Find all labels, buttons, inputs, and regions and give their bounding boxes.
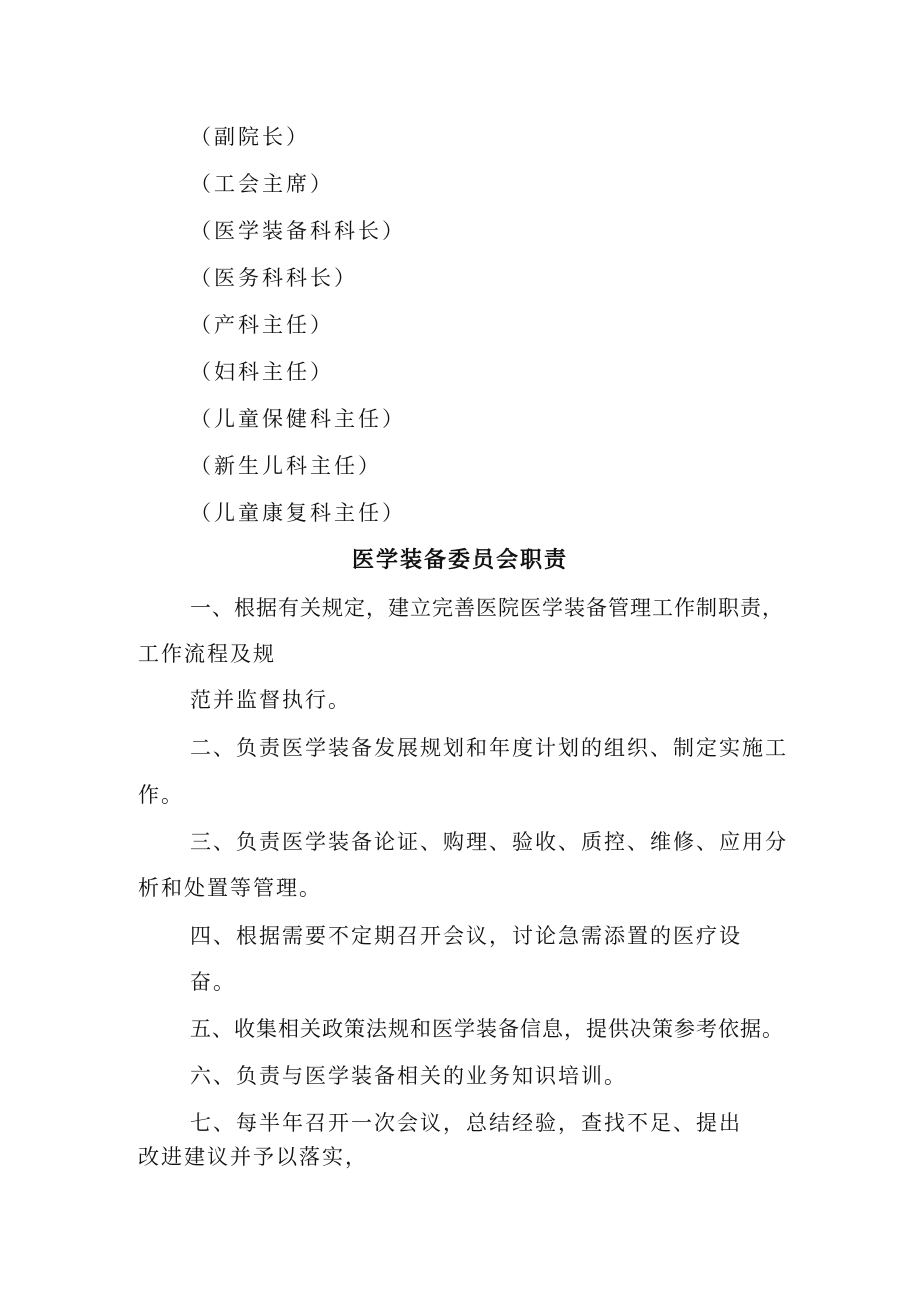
duty-2-line-1: 二、负责医学装备发展规划和年度计划的组织、制定实施工 [190,736,788,760]
member-gynecology-director: （妇科主任） [190,360,334,384]
duty-6: 六、负责与医学装备相关的业务知识培训。 [190,1064,627,1088]
member-union-chair: （工会主席） [190,172,334,196]
duty-7-line-2: 改进建议并予以落实， [138,1145,368,1169]
duty-4-line-1: 四、根据需要不定期召开会议，讨论急需添置的医疗设 [190,924,742,948]
member-child-rehab-director: （儿童康复科主任） [190,501,406,525]
member-deputy-director: （副院长） [190,125,310,149]
member-equipment-section-chief: （医学装备科科长） [190,219,406,243]
duty-7-line-1: 七、每半年召开一次会议，总结经验，查找不足、提出 [190,1111,742,1135]
member-neonatology-director: （新生儿科主任） [190,454,382,478]
duty-5: 五、收集相关政策法规和医学装备信息，提供决策参考依据。 [190,1017,784,1041]
duty-1-line-2: 工作流程及规 [138,642,276,666]
duty-2-line-2: 作。 [138,783,184,807]
duty-4-line-2: 奋。 [190,970,236,994]
member-child-health-director: （儿童保健科主任） [190,407,406,431]
duty-1-line-3: 范并监督执行。 [190,688,351,712]
duty-3-line-1: 三、负责医学装备论证、购理、验收、质控、维修、应用分 [190,830,788,854]
member-medical-affairs-chief: （医务科科长） [190,266,358,290]
member-obstetrics-director: （产科主任） [190,313,334,337]
duty-3-line-2: 析和处置等管理。 [138,876,322,900]
duty-1-line-1: 一、根据有关规定，建立完善医院医学装备管理工作制职责， [190,596,784,620]
section-title: 医学装备委员会职责 [351,547,568,573]
